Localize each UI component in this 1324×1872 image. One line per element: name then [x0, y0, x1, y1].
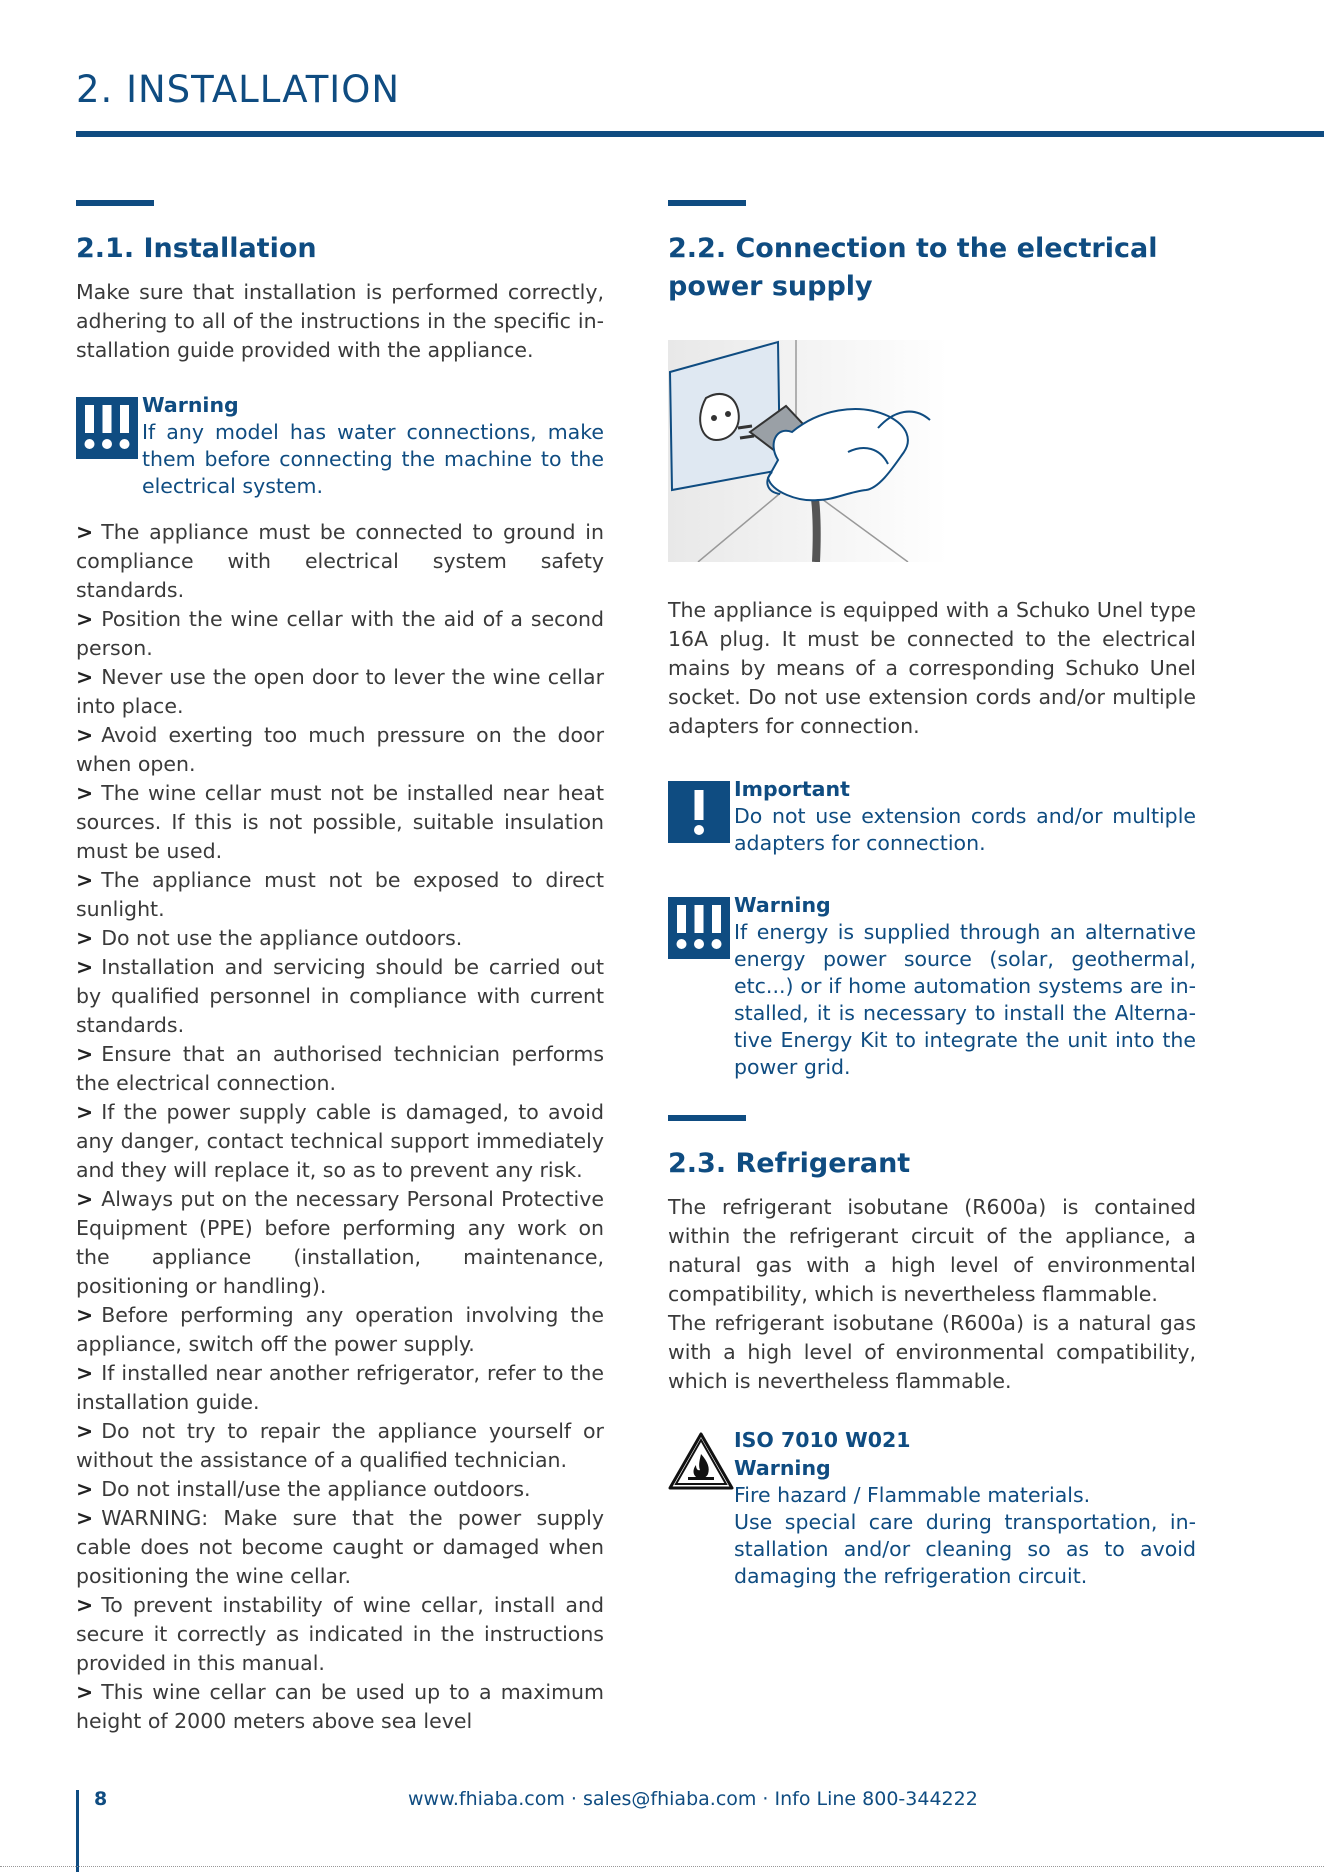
section-bar — [668, 200, 746, 206]
bullet-marker: > — [76, 1680, 94, 1704]
bullet-text: This wine cellar can be used up to a maximum height of 2000 meters above sea level — [76, 1680, 604, 1733]
bullet-marker: > — [76, 665, 94, 689]
important-notice — [668, 775, 1196, 857]
bullet-marker: > — [76, 868, 94, 892]
alternative-energy-warning — [668, 891, 1196, 1081]
page-number: 8 — [94, 1788, 108, 1810]
bullet-text: The appliance must be connected to ground in compliance with electrical system safety standards. — [76, 520, 604, 602]
fire-hazard-line: Fire hazard / Flammable materials. — [734, 1483, 1091, 1507]
bullet-marker: > — [76, 1303, 94, 1327]
fire-hazard-triangle-icon — [668, 1432, 734, 1490]
bullet-marker: > — [76, 1187, 94, 1211]
bullet-marker: > — [76, 1361, 94, 1385]
bullet-text: Avoid exerting too much pressure on the door when open. — [76, 723, 604, 776]
bullet-item — [76, 1185, 604, 1301]
bullet-item — [76, 1098, 604, 1185]
warning-text: If any model has water connections, make them before connecting the machine to the electrical system. — [142, 420, 604, 498]
bullet-text: If installed near another refrigerator, refer to the installation guide. — [76, 1361, 604, 1414]
bullet-item — [76, 605, 604, 663]
footer-contact: www.fhiaba.com · sales@fhiaba.com · Info Line 800-344222 — [408, 1788, 978, 1810]
bullet-marker: > — [76, 955, 94, 979]
bullet-item — [76, 1040, 604, 1098]
warning-heading: Warning — [734, 893, 831, 917]
bullet-item — [76, 1359, 604, 1417]
installation-bullet-list — [76, 518, 604, 1736]
bullet-text: The wine cellar must not be installed near heat sources. If this is not possible, suitable insulation must be used. — [76, 781, 604, 863]
bullet-item — [76, 518, 604, 605]
bullet-marker: > — [76, 1042, 94, 1066]
water-connection-warning — [76, 391, 604, 500]
bullet-item — [76, 779, 604, 866]
bullet-text: Ensure that an authorised technician performs the electrical connection. — [76, 1042, 604, 1095]
triple-exclamation-icon — [668, 897, 730, 959]
page-edge-divider — [0, 1866, 1324, 1867]
bullet-marker: > — [76, 1506, 94, 1530]
bullet-text: If the power supply cable is damaged, to avoid any danger, contact technical support immediately and they will replace it, so as to prevent any risk. — [76, 1100, 604, 1182]
bullet-item — [76, 1301, 604, 1359]
bullet-item — [76, 1417, 604, 1475]
single-exclamation-icon — [668, 781, 730, 843]
triple-exclamation-icon — [76, 397, 138, 459]
special-care-line: Use special care during transportation, installation and/or cleaning so as to avoid damaging the refrigeration circuit. — [734, 1510, 1196, 1588]
bullet-text: Position the wine cellar with the aid of a second person. — [76, 607, 604, 660]
right-column — [668, 200, 1196, 1608]
bullet-marker: > — [76, 723, 94, 747]
bullet-text: Installation and servicing should be carried out by qualified personnel in compliance with current standards. — [76, 955, 604, 1037]
bullet-marker: > — [76, 926, 94, 950]
warning-text: If energy is supplied through an alternative energy power source (solar, geothermal, etc...) or if home automation systems are installed, it is necessary to install the Alternative Energy Kit to integrate the unit into the power grid. — [734, 920, 1196, 1079]
iso-code: ISO 7010 W021 — [734, 1428, 911, 1452]
bullet-text: Do not try to repair the appliance yourself or without the assistance of a qualified technician. — [76, 1419, 604, 1472]
warning-heading: Warning — [142, 393, 239, 417]
bullet-text: Do not install/use the appliance outdoors. — [101, 1477, 531, 1501]
bullet-marker: > — [76, 520, 94, 544]
bullet-item — [76, 721, 604, 779]
bullet-item — [76, 663, 604, 721]
iso-fire-warning — [668, 1426, 1196, 1590]
refrigerant-section — [668, 1115, 1196, 1590]
bullet-text: WARNING: Make sure that the power supply cable does not become caught or damaged when positioning the wine cellar. — [76, 1506, 604, 1588]
bullet-marker: > — [76, 1477, 94, 1501]
chapter-rule — [76, 131, 1324, 137]
section-bar — [668, 1115, 746, 1121]
bullet-item — [76, 1504, 604, 1591]
bullet-item — [76, 866, 604, 924]
important-text: Do not use extension cords and/or multiple adapters for connection. — [734, 804, 1196, 855]
bullet-marker: > — [76, 1100, 94, 1124]
section-title: 2.3. Refrigerant — [668, 1148, 911, 1179]
bullet-text: Never use the open door to lever the wine cellar into place. — [76, 665, 604, 718]
refrigerant-text-1: The refrigerant isobutane (R600a) is contained within the refrigerant circuit of the appliance, a natural gas with a high level of environmental compatibility, which is nevertheless flammable. — [668, 1195, 1196, 1306]
bullet-item — [76, 1475, 604, 1504]
bullet-text: Do not use the appliance outdoors. — [101, 926, 463, 950]
bullet-marker: > — [76, 1593, 94, 1617]
bullet-item — [76, 953, 604, 1040]
bullet-item — [76, 1678, 604, 1736]
power-supply-text: The appliance is equipped with a Schuko Unel type 16A plug. It must be connected to the electrical mains by means of a corresponding Schuko Unel socket. Do not use extension cords and/or multiple adapters for connection. — [668, 598, 1196, 738]
footer-bar — [76, 1790, 79, 1872]
chapter-title: 2. INSTALLATION — [76, 68, 401, 111]
installation-intro: Make sure that installation is performed correctly, adhering to all of the instructions in the specific installation guide provided with the appliance. — [76, 280, 604, 362]
important-heading: Important — [734, 777, 850, 801]
bullet-text: The appliance must not be exposed to direct sunlight. — [76, 868, 604, 921]
section-bar — [76, 200, 154, 206]
section-title: 2.2. Connection to the electrical power supply — [668, 233, 1158, 302]
bullet-item — [76, 1591, 604, 1678]
bullet-text: Always put on the necessary Personal Protective Equipment (PPE) before performing any work on the appliance (installation, maintenance, positioning or handling). — [76, 1187, 604, 1298]
bullet-text: Before performing any operation involving the appliance, switch off the power supply. — [76, 1303, 604, 1356]
refrigerant-text-2: The refrigerant isobutane (R600a) is a natural gas with a high level of environmental compatibility, which is nevertheless flammable. — [668, 1311, 1196, 1393]
bullet-item — [76, 924, 604, 953]
bullet-marker: > — [76, 781, 94, 805]
section-title: 2.1. Installation — [76, 233, 317, 264]
bullet-marker: > — [76, 1419, 94, 1443]
bullet-marker: > — [76, 607, 94, 631]
warning-heading: Warning — [734, 1456, 831, 1480]
plug-into-socket-illustration — [668, 340, 948, 562]
installation-section — [76, 200, 604, 1736]
bullet-text: To prevent instability of wine cellar, install and secure it correctly as indicated in the instructions provided in this manual. — [76, 1593, 604, 1675]
